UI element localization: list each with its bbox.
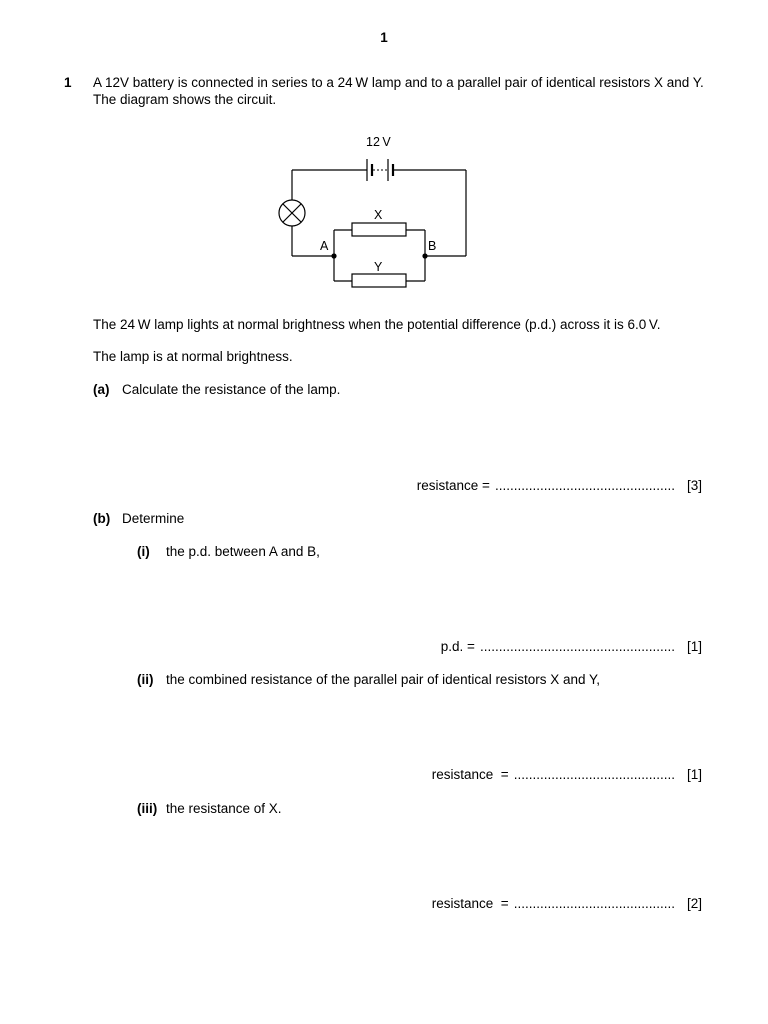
question-number: 1 bbox=[64, 75, 72, 90]
node-b bbox=[422, 253, 427, 258]
resistor-x bbox=[352, 223, 406, 236]
part-b-text: Determine bbox=[122, 511, 185, 526]
sub-ii-answer-line bbox=[432, 766, 702, 783]
lamp-symbol bbox=[279, 200, 305, 226]
part-a-text: Calculate the resistance of the lamp. bbox=[122, 382, 341, 397]
part-b-label: (b) bbox=[93, 511, 111, 526]
sub-i-text: the p.d. between A and B, bbox=[166, 544, 320, 559]
part-a-answer-label: resistance = bbox=[416, 478, 490, 493]
sub-i-answer-line bbox=[441, 638, 702, 655]
page-number: 1 bbox=[380, 30, 388, 45]
sub-ii-label: (ii) bbox=[137, 672, 154, 687]
circuit-diagram bbox=[270, 130, 480, 295]
sub-iii-text: the resistance of X. bbox=[166, 801, 282, 816]
resistor-x-label: X bbox=[374, 208, 383, 222]
node-a bbox=[331, 253, 336, 258]
sub-iii-answer-label: resistance = bbox=[431, 896, 509, 911]
node-b-label: B bbox=[428, 239, 437, 253]
part-a-marks: [3] bbox=[686, 478, 702, 493]
sub-i-answer-blank[interactable]: .................................................... bbox=[479, 639, 675, 654]
resistor-y bbox=[352, 274, 406, 287]
statement-normal-brightness: The lamp is at normal brightness. bbox=[93, 349, 293, 364]
sub-ii-answer-label: resistance = bbox=[431, 767, 509, 782]
battery-symbol bbox=[367, 159, 393, 181]
node-a-label: A bbox=[320, 239, 329, 253]
sub-ii-marks: [1] bbox=[686, 767, 702, 782]
resistor-y-label: Y bbox=[374, 260, 383, 274]
statement-lamp-brightness: The 24 W lamp lights at normal brightness when the potential difference (p.d.) across it is 6.0 V. bbox=[93, 317, 661, 332]
sub-i-marks: [1] bbox=[686, 639, 702, 654]
sub-i-answer-label: p.d. = bbox=[440, 639, 475, 654]
sub-iii-answer-line bbox=[432, 895, 702, 912]
part-a-answer-line bbox=[417, 477, 702, 494]
sub-iii-marks: [2] bbox=[686, 896, 702, 911]
battery-label: 12 V bbox=[366, 135, 391, 149]
sub-ii-answer-blank[interactable]: ........................................... bbox=[513, 767, 675, 782]
sub-i-label: (i) bbox=[137, 544, 150, 559]
part-a-answer-blank[interactable]: ................................................ bbox=[494, 478, 675, 493]
part-a-label: (a) bbox=[93, 382, 110, 397]
sub-iii-answer-blank[interactable]: ........................................... bbox=[513, 896, 675, 911]
sub-ii-text: the combined resistance of the parallel pair of identical resistors X and Y, bbox=[166, 672, 600, 687]
question-intro: A 12V battery is connected in series to a 24 W lamp and to a parallel pair of identical resistors X and Y. The diagram shows the circuit. bbox=[93, 75, 704, 107]
sub-iii-label: (iii) bbox=[137, 801, 158, 816]
